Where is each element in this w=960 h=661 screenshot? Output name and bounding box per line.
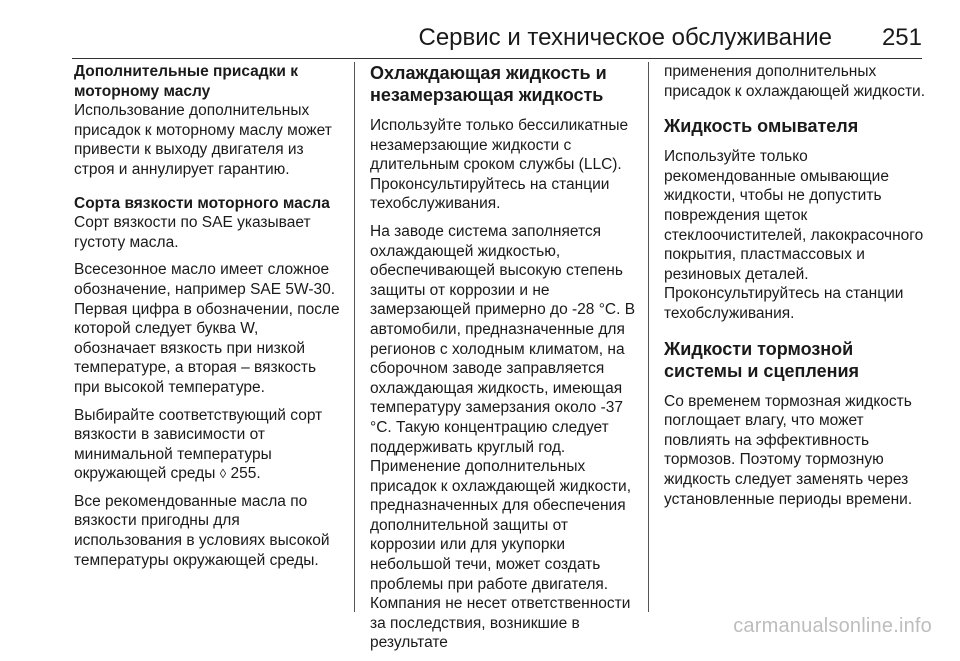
page-ref-number: 255 [230, 465, 257, 483]
paragraph-sae-grade: Сорт вязкости по SAE указывает густоту масла. [74, 214, 311, 251]
paragraph-choose-viscosity [74, 406, 342, 484]
page-number: 251 [881, 24, 922, 51]
paragraph-coolant-llc: Используйте только бессиликатные незамерзающие жидкости с длительным сроком службы (LLC). Проконсультируйтесь на станции техобслуживания. [370, 117, 629, 213]
header-divider [72, 58, 922, 59]
page-header [72, 20, 922, 54]
paragraph-recommended-oils: Все рекомендованные масла по вязкости пригодны для использования в условиях высокой температуры окружающей среды. [74, 492, 330, 569]
heading-washer-fluid: Жидкость омывателя [664, 116, 859, 137]
column-1 [74, 62, 342, 578]
watermark: carmanualsonline.info [733, 615, 932, 637]
column-3 [664, 62, 926, 517]
paragraph-brake-fluid: Со временем тормозная жидкость поглощает влагу, что может повлиять на эффективность тормозов. Поэтому тормозную жидкость следует заменять через установленные периоды времени. [664, 392, 913, 508]
page-reference[interactable]: ◊ 255. [219, 465, 261, 483]
paragraph-coolant-continued: применения дополнительных присадок к охлаждающей жидкости. [664, 63, 926, 100]
column-2 [370, 62, 636, 661]
paragraph-oil-additives: Использование дополнительных присадок к моторному маслу может привести к выходу двигателя из строя и аннулирует гарантию. [74, 102, 332, 178]
paragraph-coolant-factory: На заводе система заполняется охлаждающей жидкостью, обеспечивающей высокую степень защиты от коррозии и не замерзающей примерно до -28 °C. В автомобили, предназначенные для регионов с холодным климатом, на сборочном заводе заправляется охлаждающая жидкость, имеющая температуру замерзания около -37 °C. Такую концентрацию следует поддерживать круглый год. Применение дополнительных присадок к охлаждающей жидкости, предназначенных для обеспечения дополнительной защиты от коррозии или для укупорки небольшой течи, может создать проблемы при работе двигателя. Компания не несет ответственности за последствия, возникшие в результате [370, 222, 636, 652]
paragraph-washer-fluid: Используйте только рекомендованные омывающие жидкости, чтобы не допустить повреждения щеток стеклоочистителей, лакокрасочного покрытия, пластмассовых и резиновых деталей. Проконсультируйтесь на станции техобслуживания. [664, 148, 924, 322]
paragraph-multigrade-oil: Всесезонное масло имеет сложное обозначение, например SAE 5W-30. Первая цифра в обозначении, после которой следует буква W, обозначает вязкость при низкой температуре, а вторая – вязкость при высокой температуре. [74, 261, 340, 396]
heading-oil-viscosity: Сорта вязкости моторного масла [74, 194, 330, 212]
column-divider-1 [354, 62, 355, 612]
choose-viscosity-text: Выбирайте соответствующий сорт вязкости в зависимости от минимальной температуры окружающей среды [74, 406, 323, 483]
heading-coolant: Охлаждающая жидкость и незамерзающая жидкость [370, 63, 607, 105]
section-title: Сервис и техническое обслуживание [418, 24, 832, 51]
page-ref-arrow-icon: ◊ [219, 466, 227, 482]
heading-brake-fluid: Жидкости тормозной системы и сцепления [664, 338, 860, 381]
column-divider-2 [648, 62, 649, 612]
heading-oil-additives: Дополнительные присадки к моторному маслу [74, 63, 298, 100]
